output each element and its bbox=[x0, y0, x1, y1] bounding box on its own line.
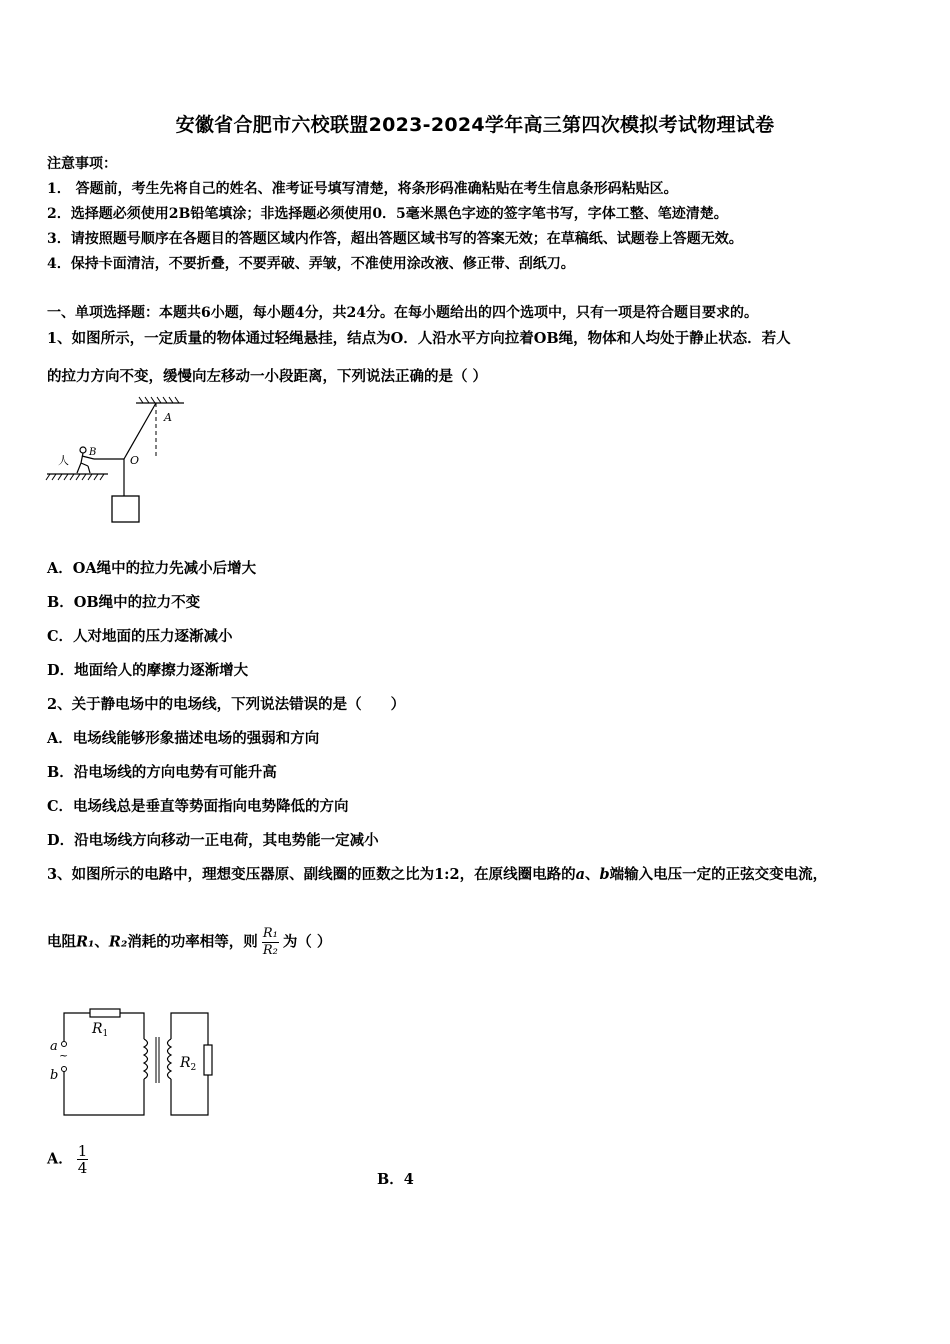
q3-option-a-label: A． bbox=[47, 1150, 73, 1168]
notice-heading: 注意事项： bbox=[47, 156, 117, 172]
q2-stem: 2、关于静电场中的电场线，下列说法错误的是（ ） bbox=[47, 696, 406, 713]
q1-label-o: O bbox=[130, 454, 140, 467]
q1-label-person: 人 bbox=[58, 454, 69, 467]
notice-item-1: 1． 答题前，考生先将自己的姓名、准考证号填写清楚，将条形码准确粘贴在考生信息条形码粘贴区。 bbox=[47, 181, 678, 197]
q3-stem-line2 bbox=[47, 926, 331, 959]
q3-option-a[interactable] bbox=[47, 1143, 92, 1176]
q3-circuit-figure bbox=[46, 1003, 216, 1121]
q3-fig-label-a: a bbox=[50, 1039, 58, 1054]
q3-option-a-den: 4 bbox=[77, 1159, 88, 1177]
q3-sep: 、 bbox=[585, 866, 600, 883]
q1-option-c[interactable]: C．人对地面的压力逐渐减小 bbox=[47, 628, 233, 645]
q3-stem-line1 bbox=[47, 863, 827, 884]
q3-terminal-b: b bbox=[599, 866, 610, 883]
q3-ratio-fraction bbox=[262, 926, 279, 959]
q2-option-a[interactable]: A．电场线能够形象描述电场的强弱和方向 bbox=[47, 730, 320, 747]
hanging-block bbox=[112, 496, 139, 522]
notice-item-2: 2．选择题必须使用2B铅笔填涂；非选择题必须使用0．5毫米黑色字迹的签字笔书写，字体工整、笔迹清楚。 bbox=[47, 206, 728, 222]
q3-dun: 、 bbox=[94, 933, 109, 951]
q3-fig-label-r2: $R_2$ bbox=[180, 1055, 197, 1073]
q3-r1: R₁ bbox=[76, 933, 95, 951]
q2-option-c[interactable]: C．电场线总是垂直等势面指向电势降低的方向 bbox=[47, 798, 349, 815]
q1-stem-line2: 的拉力方向不变，缓慢向左移动一小段距离，下列说法正确的是（ ） bbox=[47, 368, 488, 385]
notice-item-4: 4．保持卡面清洁，不要折叠，不要弄破、弄皱，不准使用涂改液、修正带、刮纸刀。 bbox=[47, 256, 575, 272]
q1-option-d[interactable]: D．地面给人的摩擦力逐渐增大 bbox=[47, 662, 249, 679]
section-heading: 一、单项选择题：本题共6小题，每小题4分，共24分。在每小题给出的四个选项中，只有一项是符合题目要求的。 bbox=[47, 305, 758, 321]
notice-item-3: 3．请按照题号顺序在各题目的答题区域内作答，超出答题区域书写的答案无效；在草稿纸、试题卷上答题无效。 bbox=[47, 231, 743, 247]
q1-label-b: B bbox=[89, 447, 97, 458]
q3-stem-text: 3、如图所示的电路中，理想变压器原、副线圈的匝数之比为1:2，在原线圈电路的 bbox=[47, 866, 576, 883]
ac-source-icon: ~ bbox=[59, 1049, 69, 1062]
q1-label-a: A bbox=[164, 411, 172, 424]
q3-option-a-fraction bbox=[77, 1143, 89, 1176]
q3-line2-post: 为（ ） bbox=[282, 933, 332, 951]
primary-coil bbox=[144, 1039, 148, 1079]
q3-option-b[interactable]: B．4 bbox=[377, 1171, 414, 1188]
q1-stem-line1: 1、如图所示，一定质量的物体通过轻绳悬挂，结点为O．人沿水平方向拉着OB绳，物体和人均处于静止状态．若人 bbox=[47, 330, 791, 347]
secondary-coil bbox=[168, 1039, 172, 1079]
resistor-r1 bbox=[90, 1009, 120, 1017]
q1-option-b[interactable]: B．OB绳中的拉力不变 bbox=[47, 594, 201, 611]
q3-option-a-num: 1 bbox=[77, 1142, 88, 1160]
q3-line2-mid: 消耗的功率相等，则 bbox=[127, 933, 258, 951]
resistor-r2 bbox=[204, 1045, 212, 1075]
q1-option-a[interactable]: A．OA绳中的拉力先减小后增大 bbox=[47, 560, 257, 577]
q3-fig-label-r1: $R_1$ bbox=[92, 1021, 109, 1039]
q1-figure bbox=[44, 393, 204, 528]
q3-terminal-a: a bbox=[575, 866, 586, 883]
q3-fig-label-b: b bbox=[50, 1068, 59, 1083]
q3-frac-num: R₁ bbox=[262, 926, 278, 941]
q3-frac-den: R₂ bbox=[262, 943, 278, 958]
q3-r2: R₂ bbox=[108, 933, 128, 951]
q2-option-d[interactable]: D．沿电场线方向移动一正电荷，其电势能一定减小 bbox=[47, 832, 379, 849]
q3-stem-text-post: 端输入电压一定的正弦交变电流， bbox=[609, 866, 828, 883]
q3-line2-pre: 电阻 bbox=[47, 933, 76, 951]
q2-option-b[interactable]: B．沿电场线的方向电势有可能升高 bbox=[47, 764, 277, 781]
exam-title: 安徽省合肥市六校联盟2023-2024学年高三第四次模拟考试物理试卷 bbox=[175, 114, 775, 136]
